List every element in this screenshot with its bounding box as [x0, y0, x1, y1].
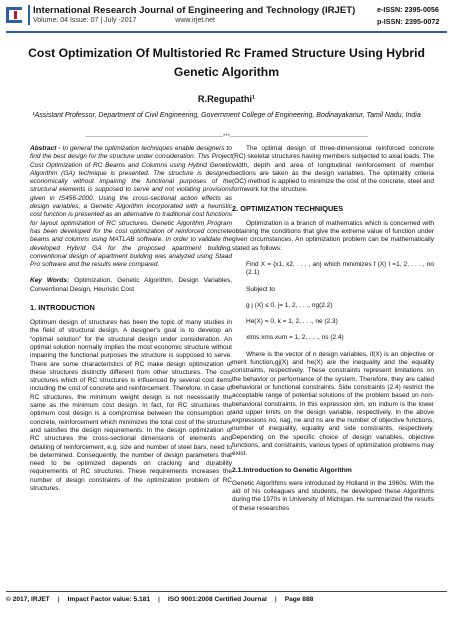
keywords-paragraph	[30, 277, 232, 294]
introduction-continued: The optimal design of three-dimensional reinforced concrete (RC) skeletal structures having members subjected to axial loads. The width, depth and area of longitudinal reinforcement of member sections are taken as the design variables. The optimality criteria (OC) method is applied to minimize the cost of the concrete, steel and formwork for the structure.	[232, 145, 434, 194]
footer-impact-factor: Impact Factor value: 5.181	[67, 596, 151, 603]
section-heading-genetic-algorithm: 2.1.Introduction to Genetic Algorithm	[232, 466, 352, 474]
volume-issue-line: Volume: 04 Issue: 07 | July -2017 www.irjet.net	[33, 17, 215, 24]
optimization-explanation: Where is the vector of n design variables, if(X) is an objective or merit function,gj(X) and he(X) are the inequality and the equality constraints, respectively. These constraints represent limitations on the behavior or performance of the system. Therefore, they are called behavioral or functional constraints. Side constraints (2.4) restrict the acceptable range of potential solutions of the problem based on non-behavioral constraints. In this expression xlm, xm indium is the lower and upper limits on the design variable, respectively. In the above expressions no, nag, ne and ns are the number of objective functions, number of inequality, equality and side constraints, respectively. Depending on the specific choice of design variables, objective functions, and constraints, various types of optimization problems may exist.	[232, 350, 434, 458]
equation-subject-to: Subject to	[246, 285, 275, 293]
journal-name: International Research Journal of Engineering and Technology (IRJET)	[33, 5, 356, 16]
right-column	[232, 145, 434, 521]
journal-header	[0, 0, 453, 30]
keywords-text: Optimization, Genetic Algorithm, Design Variables, Conventional Design, Heuristic Cost	[30, 277, 233, 293]
footer-divider	[6, 591, 447, 592]
section-heading-optimization: 2. OPTIMIZATION TECHNIQUES	[232, 203, 344, 213]
equation-equality: He(X) = 0, k = 1, 2, . . ., ne (2.3)	[246, 318, 338, 326]
footer-page-number: Page 888	[284, 596, 314, 603]
paper-title: Cost Optimization Of Multistoried Rc Framed Structure Using Hybrid Genetic Algorithm	[28, 46, 425, 79]
paper-author: R.Regupathi¹	[197, 94, 256, 104]
header-divider	[6, 31, 447, 33]
abstract-paragraph	[30, 145, 232, 269]
left-column	[30, 145, 232, 501]
irjet-logo-icon	[6, 5, 30, 25]
section-separator: ---------------------------------------------------------------------***---------------------------------------------------------------------	[85, 134, 368, 140]
equation-side: xlms xms xum = 1, 2, . . ., ns (2.4)	[246, 334, 344, 342]
keywords-label: Key Words:	[30, 277, 70, 285]
page-footer: © 2017, IRJET | Impact Factor value: 5.181 | ISO 9001:2008 Certified Journal | Page 888	[6, 596, 314, 603]
author-affiliation: ¹Assistant Professor, Department of Civil Engineering, Government College of Engineering, Bodinayakanur, Tamil Nadu, India	[32, 112, 421, 119]
equation-inequality: g j (X) ≤ 0, j= 1, 2, . . ., ng(2.2)	[246, 301, 333, 309]
genetic-algorithm-text: Genetic Algorithms were introduced by Holland in the 1960s. With the aid of his colleagues and students, he developed these Algorithms during the 1970s in University of Michigan. He summarized the results of these researches	[232, 479, 434, 512]
p-issn: p-ISSN: 2395-0072	[377, 17, 440, 26]
section-heading-introduction: 1. INTRODUCTION	[30, 303, 95, 313]
introduction-text: Optimum design of structures has been the topic of many studies in the field of structural design. A designer's goal is to develop an “optimal solution” for the structural design under consideration. An optimal solution normally implies the most economic structure without impairing the functional purposes the structure is supposed to serve. There are some characteristics of RC make design optimization of these structures distinctly different from other structures. The cost structures which of RC structures is influenced by several cost items including the cost of concrete and reinforcement. Therefore, in case of RC structures, the minimum weight design is not necessarily the same as the minimum cost design. In fact, for RC structures the optimum cost design is a compromise between the consumption of concrete, reinforcement which minimizes the total cost of the structure and satisfies the design requirements. In the design optimization of RC structures the cross-sectional dimensions of elements and detailing of reinforcement, e.g. size and number of steel bars, need to be determined. Consequently, the number of design parameters that need to be optimized depends on cracking and durability requirements of RC structures. These requirements increases the number of design constraints of the optimization problem of RC structures.	[30, 319, 232, 492]
equation-find: Find X = {x1, x2, . . . , an} which minimizes f (X) I =1, 2, . . . , no (2.1)	[246, 260, 434, 277]
footer-iso: ISO 9001:2008 Certified Journal	[167, 596, 267, 603]
footer-copyright: © 2017, IRJET	[6, 596, 50, 603]
optimization-text: Optimization is a branch of mathematics which is concerned with obtaining the conditions that give the extreme value of function under given circumstances. An optimization problem can be mathematically stated as follows:	[232, 219, 434, 252]
abstract-text: In general the optimization techniques enable designers to find the best design for the structure under consideration. This Project Cost Optimization of RC Beams and Columns using Hybrid Genetic Algorithm (GA) technique is presented. The structure is designed economically without impairing the functional purposes of the structural elements is supposed to serve and not violating provisions given in IS456-2000. Using the cross-sectional action effects as design variables, a Genetic Algorithm incorporated with a heuristic cost function is presented as an alternative to traditional cost functions for layout optimization of RC structures. Genetic Algorithm Program has been developed for the cost optimization of reinforced concrete beams and columns using MATLAB software. In order to validate the developed Hybrid GA for the proposed apartment building, conventional design of apartment building was analyzed using Staad Pro software and the results were compared.	[30, 145, 232, 269]
e-issn: e-ISSN: 2395-0056	[377, 5, 439, 14]
abstract-label: Abstract -	[30, 145, 61, 152]
